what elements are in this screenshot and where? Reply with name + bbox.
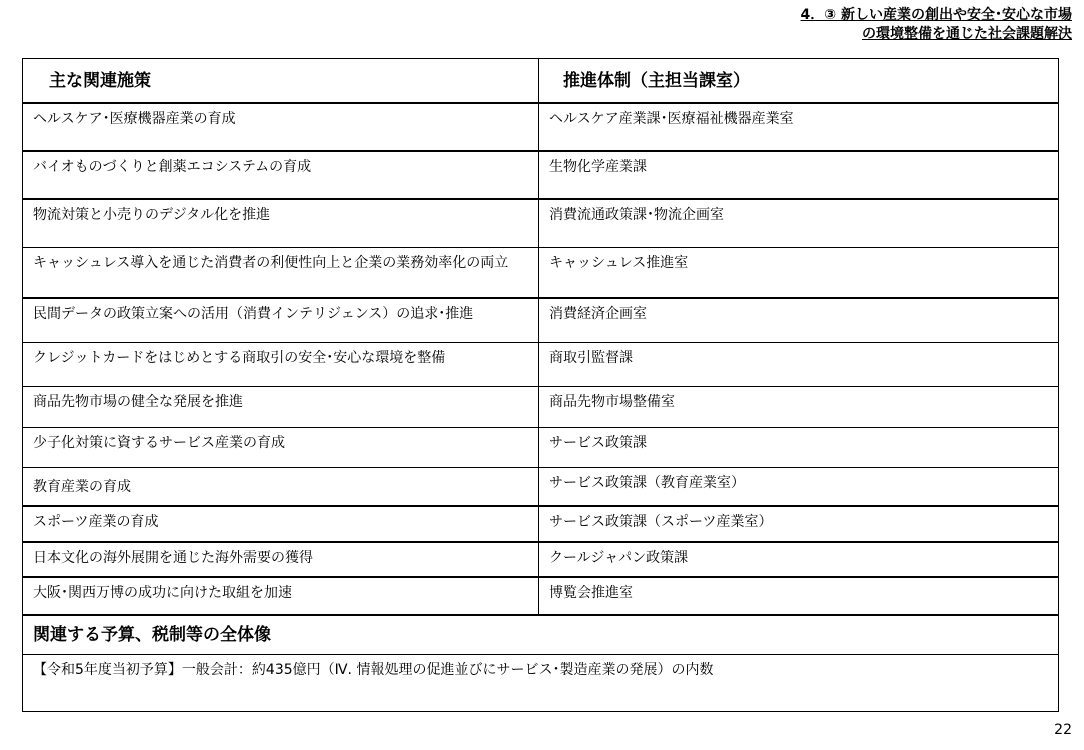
header-title-line2: の環境整備を通じた社会課題解決 — [862, 26, 1072, 42]
office-cell: 商品先物市場整備室 — [539, 386, 1059, 427]
office-cell: ヘルスケア産業課･医療福祉機器産業室 — [539, 103, 1059, 151]
column-header-policy: 主な関連施策 — [23, 59, 539, 104]
table-row — [23, 151, 1059, 199]
page-number: 22 — [1054, 722, 1072, 738]
policy-cell: 民間データの政策立案への活用（消費インテリジェンス）の追求･推進 — [23, 298, 539, 342]
policy-cell: ヘルスケア･医療機器産業の育成 — [23, 103, 539, 151]
policy-cell: バイオものづくりと創薬エコシステムの育成 — [23, 151, 539, 199]
table-row — [23, 577, 1059, 615]
policy-cell: スポーツ産業の育成 — [23, 506, 539, 542]
column-header-office: 推進体制（主担当課室） — [539, 59, 1059, 104]
office-cell: サービス政策課 — [539, 427, 1059, 467]
policy-cell: 教育産業の育成 — [23, 467, 539, 506]
office-cell: クールジャパン政策課 — [539, 542, 1059, 577]
header-title-line1: 4．③ 新しい産業の創出や安全･安心な市場 — [800, 7, 1072, 23]
page-header — [801, 6, 1072, 44]
summary-header-row — [23, 615, 1059, 655]
policy-cell: クレジットカードをはじめとする商取引の安全･安心な環境を整備 — [23, 342, 539, 386]
office-cell: 消費経済企画室 — [539, 298, 1059, 342]
policy-table — [22, 58, 1059, 712]
budget-summary-text: 【令和5年度当初予算】一般会計：約435億円（Ⅳ. 情報処理の促進並びにサービス･製造産業の発展）の内数 — [23, 655, 1059, 712]
office-cell: 生物化学産業課 — [539, 151, 1059, 199]
table-row — [23, 247, 1059, 298]
office-cell: キャッシュレス推進室 — [539, 247, 1059, 298]
table-row — [23, 427, 1059, 467]
table-row — [23, 342, 1059, 386]
office-cell: 博覧会推進室 — [539, 577, 1059, 615]
table-row — [23, 506, 1059, 542]
office-cell: サービス政策課（教育産業室） — [539, 467, 1059, 506]
summary-heading: 関連する予算、税制等の全体像 — [23, 615, 1059, 655]
table-row — [23, 199, 1059, 247]
office-cell: サービス政策課（スポーツ産業室） — [539, 506, 1059, 542]
table-header-row — [23, 59, 1059, 104]
policy-cell: 商品先物市場の健全な発展を推進 — [23, 386, 539, 427]
office-cell: 商取引監督課 — [539, 342, 1059, 386]
summary-body-row — [23, 655, 1059, 712]
office-cell: 消費流通政策課･物流企画室 — [539, 199, 1059, 247]
policy-cell: 日本文化の海外展開を通じた海外需要の獲得 — [23, 542, 539, 577]
table-row — [23, 386, 1059, 427]
table-row — [23, 467, 1059, 506]
table-row — [23, 103, 1059, 151]
policy-cell: 物流対策と小売りのデジタル化を推進 — [23, 199, 539, 247]
table-row — [23, 542, 1059, 577]
policy-cell: キャッシュレス導入を通じた消費者の利便性向上と企業の業務効率化の両立 — [23, 247, 539, 298]
policy-cell: 大阪･関西万博の成功に向けた取組を加速 — [23, 577, 539, 615]
table-row — [23, 298, 1059, 342]
policy-cell: 少子化対策に資するサービス産業の育成 — [23, 427, 539, 467]
